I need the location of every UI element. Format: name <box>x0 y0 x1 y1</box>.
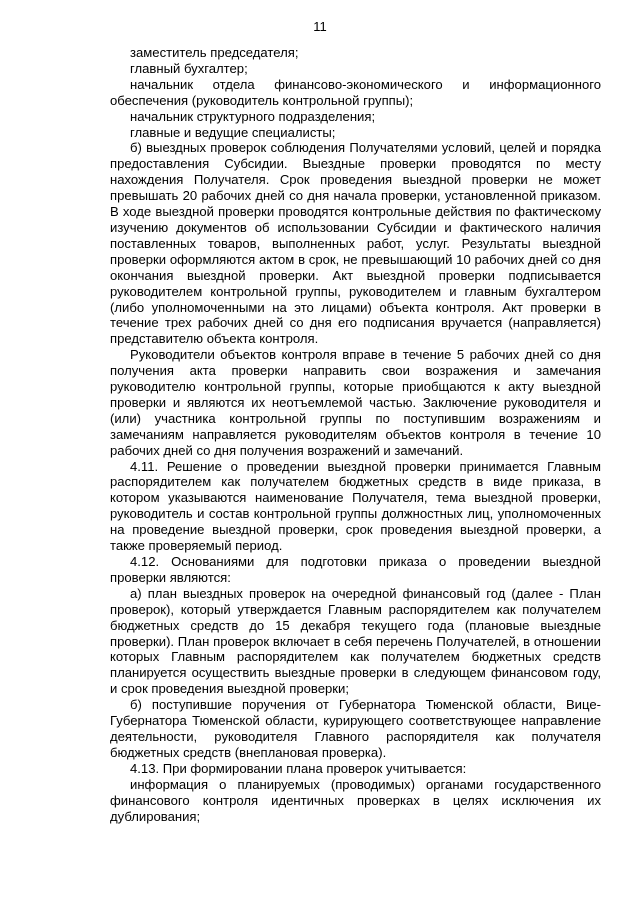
page-number: 11 <box>313 19 327 34</box>
paragraph: главный бухгалтер; <box>130 60 248 76</box>
paragraph: главные и ведущие специалисты; <box>130 124 336 140</box>
paragraph: б) выездных проверок соблюдения Получателями условий, целей и порядка предоставления Субсидии. Выездные проверки проводятся по месту нахождения Получателя. Срок проведения выездной проверки не может превышать 20 рабочих дней со дня начала проверки, установленной приказом. В ходе выездной проверки проводятся контрольные действия по фактическому изучению документов об использовании Субсидии и фактического наличия поставленных товаров, выполненных работ, услуг. Результаты выездной проверки оформляются актом в срок, не превышающий 10 рабочих дней со дня окончания выездной проверки. Акт выездной проверки подписывается руководителем контрольной группы, руководителем и главным бухгалтером (либо уполномоченными на это лицами) объекта контроля. Акт проверки в течение трех рабочих дней со дня его подписания вручается (направляется) представителю объекта контроля. <box>110 140 601 347</box>
paragraph: информация о планируемых (проводимых) органами государственного финансового контроля идентичных проверках в целях исключения их дублирования; <box>110 776 601 824</box>
paragraph: 4.13. При формировании плана проверок учитывается: <box>130 760 467 776</box>
paragraph: начальник структурного подразделения; <box>130 108 376 124</box>
paragraph: заместитель председателя; <box>130 45 299 60</box>
document-body <box>110 45 601 824</box>
paragraph: 4.11. Решение о проведении выездной проверки принимается Главным распорядителем как получателем бюджетных средств в виде приказа, в котором указываются наименование Получателя, тема выездной проверки, руководитель и состав контрольной группы должностных лиц, уполномоченных на проведение выездной проверки, срок проведения выездной проверки, а также проверяемый период. <box>110 458 601 554</box>
paragraph: б) поступившие поручения от Губернатора Тюменской области, Вице-Губернатора Тюменской области, курирующего соответствующее направление деятельности, руководителя Главного распорядителя как получателя бюджетных средств (внеплановая проверка). <box>110 697 601 760</box>
paragraph: 4.12. Основаниями для подготовки приказа о проведении выездной проверки являются: <box>110 554 601 585</box>
paragraph: начальник отдела финансово-экономического и информационного обеспечения (руководитель контрольной группы); <box>110 76 601 108</box>
paragraph: а) план выездных проверок на очередной финансовый год (далее - План проверок), который утверждается Главным распорядителем как получателем бюджетных средств до 15 декабря текущего года (плановые выездные проверки). План проверок включает в себя перечень Получателей, в отношении которых Главным распорядителем как получателем бюджетных средств планируется осуществить выездные проверки в следующем финансовом году, и срок проведения выездной проверки; <box>110 585 601 697</box>
paragraph: Руководители объектов контроля вправе в течение 5 рабочих дней со дня получения акта проверки направить свои возражения и замечания руководителю контрольной группы, которые приобщаются к акту выездной проверки и являются их неотъемлемой частью. Заключение руководителя и (или) участника контрольной группы по поступившим возражениям и замечаниям направляется руководителям объектов контроля в течение 10 рабочих дней со дня получения возражений и замечаний. <box>110 347 601 458</box>
